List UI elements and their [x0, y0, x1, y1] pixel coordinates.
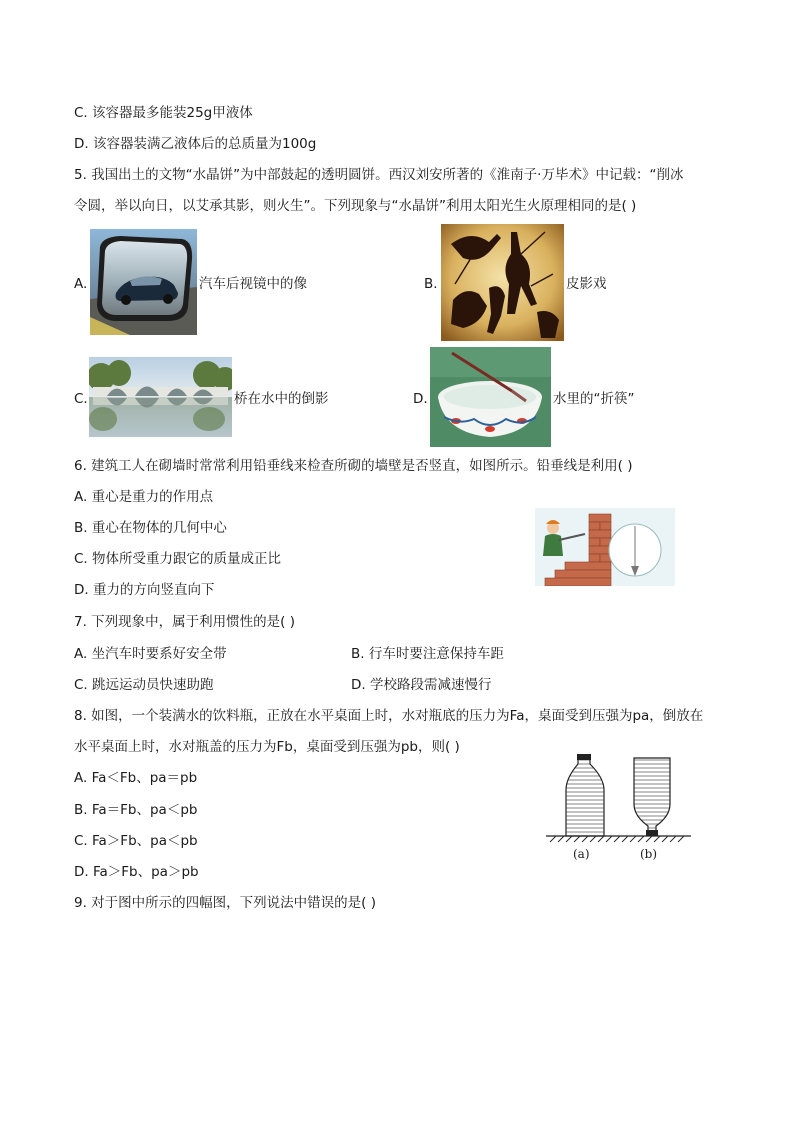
q8-option-a: A. Fa＜Fb、pa＝pb	[74, 770, 198, 786]
bottle-label-b: (b)	[640, 847, 658, 861]
q5-stem-line1: 5. 我国出土的文物“水晶饼”为中部鼓起的透明圆饼。西汉刘安所著的《淮南子·万毕术》中记载：“削冰	[74, 167, 684, 183]
bridge-reflection-image	[89, 357, 232, 437]
q5-option-c-letter: C.	[74, 391, 88, 407]
q4-option-d: D. 该容器装满乙液体后的总质量为100g	[74, 136, 317, 152]
q5-option-b-caption: 皮影戏	[566, 276, 607, 292]
q6-option-d: D. 重力的方向竖直向下	[74, 582, 215, 598]
q6-option-a: A. 重心是重力的作用点	[74, 489, 214, 505]
q5-option-a-caption: 汽车后视镜中的像	[199, 276, 307, 292]
q7-option-a: A. 坐汽车时要系好安全带	[74, 646, 227, 662]
q8-option-c: C. Fa＞Fb、pa＜pb	[74, 833, 198, 849]
q5-option-d-letter: D.	[413, 391, 428, 407]
bottle-figure	[546, 754, 691, 864]
q7-option-b: B. 行车时要注意保持车距	[351, 646, 504, 662]
q8-option-b: B. Fa＝Fb、pa＜pb	[74, 802, 198, 818]
shadow-play-image	[441, 224, 564, 341]
q6-option-b: B. 重心在物体的几何中心	[74, 520, 227, 536]
q6-option-c: C. 物体所受重力跟它的质量成正比	[74, 551, 282, 567]
plumb-line-figure	[535, 508, 675, 586]
q7-stem: 7. 下列现象中，属于利用惯性的是( )	[74, 614, 295, 630]
q5-stem-line2: 令圆，举以向日，以艾承其影，则火生”。下列现象与“水晶饼”利用太阳光生火原理相同的是( )	[74, 198, 637, 214]
q5-option-d-caption: 水里的“折筷”	[553, 391, 635, 407]
q7-option-d: D. 学校路段需减速慢行	[351, 677, 492, 693]
q9-stem: 9. 对于图中所示的四幅图，下列说法中错误的是( )	[74, 895, 376, 911]
q5-option-c-caption: 桥在水中的倒影	[234, 391, 329, 407]
bowl-chopstick-image	[430, 347, 551, 447]
car-mirror-image	[90, 229, 197, 335]
q8-stem-line1: 8. 如图，一个装满水的饮料瓶，正放在水平桌面上时，水对瓶底的压力为Fa，桌面受到压强为pa，倒放在	[74, 708, 704, 724]
q8-option-d: D. Fa＞Fb、pa＞pb	[74, 864, 199, 880]
q4-option-c: C. 该容器最多能装25g甲液体	[74, 105, 253, 121]
q6-stem: 6. 建筑工人在砌墙时常常利用铅垂线来检查所砌的墙壁是否竖直，如图所示。铅垂线是利用( )	[74, 458, 633, 474]
q5-option-a-letter: A.	[74, 276, 88, 292]
bottle-label-a: (a)	[573, 847, 590, 861]
q5-option-b-letter: B.	[424, 276, 438, 292]
q8-stem-line2: 水平桌面上时，水对瓶盖的压力为Fb，桌面受到压强为pb，则( )	[74, 739, 460, 755]
q7-option-c: C. 跳远运动员快速助跑	[74, 677, 214, 693]
